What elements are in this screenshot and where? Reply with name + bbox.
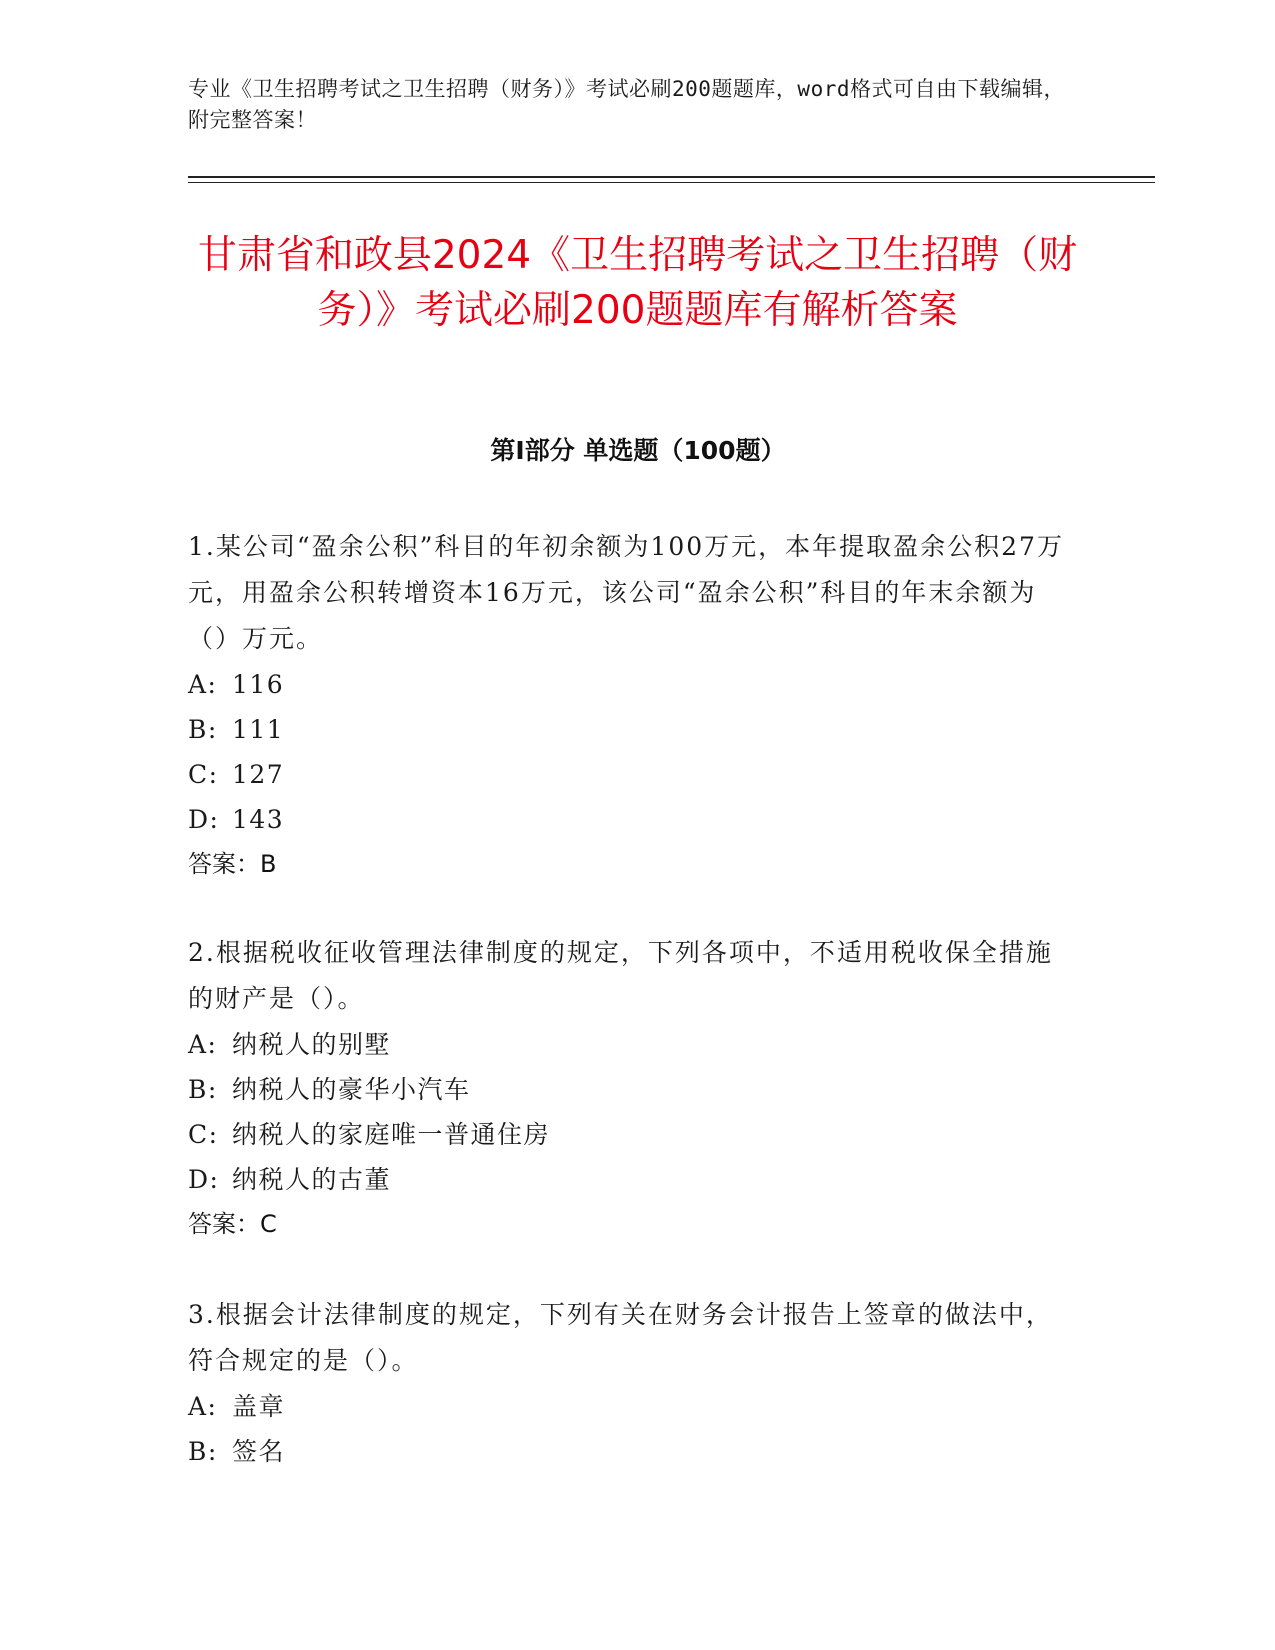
option-text: 纳税人的家庭唯一普通住房: [232, 1120, 551, 1149]
option-c: [188, 1112, 1068, 1157]
question-stem: 3.根据会计法律制度的规定，下列有关在财务会计报告上签章的做法中，符合规定的是（）。: [188, 1300, 1053, 1375]
option-text: 纳税人的别墅: [232, 1030, 392, 1059]
header-note: 专业《卫生招聘考试之卫生招聘（财务）》考试必刷200题题库，word格式可自由下载编辑，附完整答案！: [188, 77, 1065, 132]
option-letter: C:: [188, 1120, 219, 1149]
option-d: [188, 797, 1068, 842]
option-b: [188, 1429, 1068, 1474]
option-text: 盖章: [232, 1392, 286, 1421]
option-b: [188, 1067, 1068, 1112]
option-letter: A:: [188, 670, 218, 699]
option-text: 111: [232, 715, 285, 744]
option-c: [188, 752, 1068, 797]
question-stem: 1.某公司“盈余公积”科目的年初余额为100万元，本年提取盈余公积27万元，用盈余公积转增资本16万元，该公司“盈余公积”科目的年末余额为（）万元。: [188, 532, 1064, 653]
option-a: [188, 1384, 1068, 1429]
option-letter: B:: [188, 715, 218, 744]
option-letter: D:: [188, 1165, 220, 1194]
option-text: 143: [232, 805, 285, 834]
option-text: 签名: [232, 1437, 286, 1466]
question-2: [188, 930, 1068, 1247]
option-text: 纳税人的豪华小汽车: [232, 1075, 471, 1104]
option-letter: A:: [188, 1392, 218, 1421]
question-1: [188, 524, 1068, 887]
question-stem: 2.根据税收征收管理法律制度的规定，下列各项中，不适用税收保全措施的财产是（）。: [188, 938, 1053, 1013]
answer-line: 答案：C: [188, 1210, 277, 1238]
option-letter: D:: [188, 805, 220, 834]
option-letter: A:: [188, 1030, 218, 1059]
option-text: 127: [232, 760, 285, 789]
header-divider-thick: [188, 176, 1155, 178]
section-heading: 第Ⅰ部分 单选题（100题）: [490, 436, 786, 465]
option-a: [188, 1022, 1068, 1067]
option-letter: B:: [188, 1437, 218, 1466]
option-text: 纳税人的古董: [232, 1165, 392, 1194]
document-title: 甘肃省和政县2024《卫生招聘考试之卫生招聘（财务）》考试必刷200题题库有解析答案: [197, 233, 1078, 333]
option-d: [188, 1157, 1068, 1202]
option-text: 116: [232, 670, 285, 699]
option-a: [188, 662, 1068, 707]
option-letter: C:: [188, 760, 219, 789]
option-letter: B:: [188, 1075, 218, 1104]
option-b: [188, 707, 1068, 752]
question-3: [188, 1292, 1068, 1474]
header-divider-thin: [188, 182, 1155, 183]
answer-line: 答案：B: [188, 850, 277, 878]
